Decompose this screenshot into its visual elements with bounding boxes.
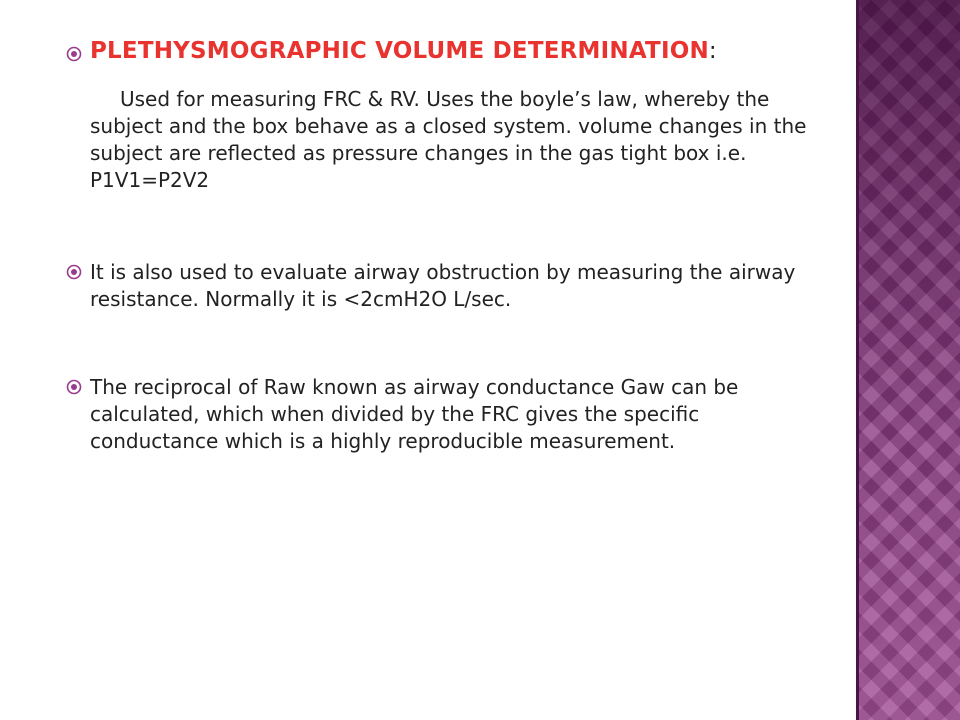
- circled-dot-icon: [66, 46, 82, 62]
- slide-title-colon: :: [708, 38, 717, 64]
- circled-dot-icon: [66, 379, 82, 395]
- slide-title-text: PLETHYSMOGRAPHIC VOLUME DETERMINATION: [90, 38, 709, 64]
- slide-title: [90, 38, 717, 64]
- circled-dot-icon: [66, 264, 82, 280]
- bullet-item-airway-conductance: The reciprocal of Raw known as airway conductance Gaw can be calculated, which when divided by the FRC gives the specific conductance which is a highly reproducible measurement.: [90, 375, 739, 453]
- intro-paragraph-text: Used for measuring FRC & RV. Uses the boyle’s law, whereby the subject and the box behave as a closed system. volume changes in the subject are reflected as pressure changes in the gas tight box i.e. P1V1=P2V2: [90, 87, 807, 192]
- bullet-item-airway-resistance: It is also used to evaluate airway obstruction by measuring the airway resistance. Normally it is <2cmH2O L/sec.: [90, 260, 796, 311]
- decorative-side-panel: [856, 0, 960, 720]
- intro-paragraph: [90, 86, 810, 194]
